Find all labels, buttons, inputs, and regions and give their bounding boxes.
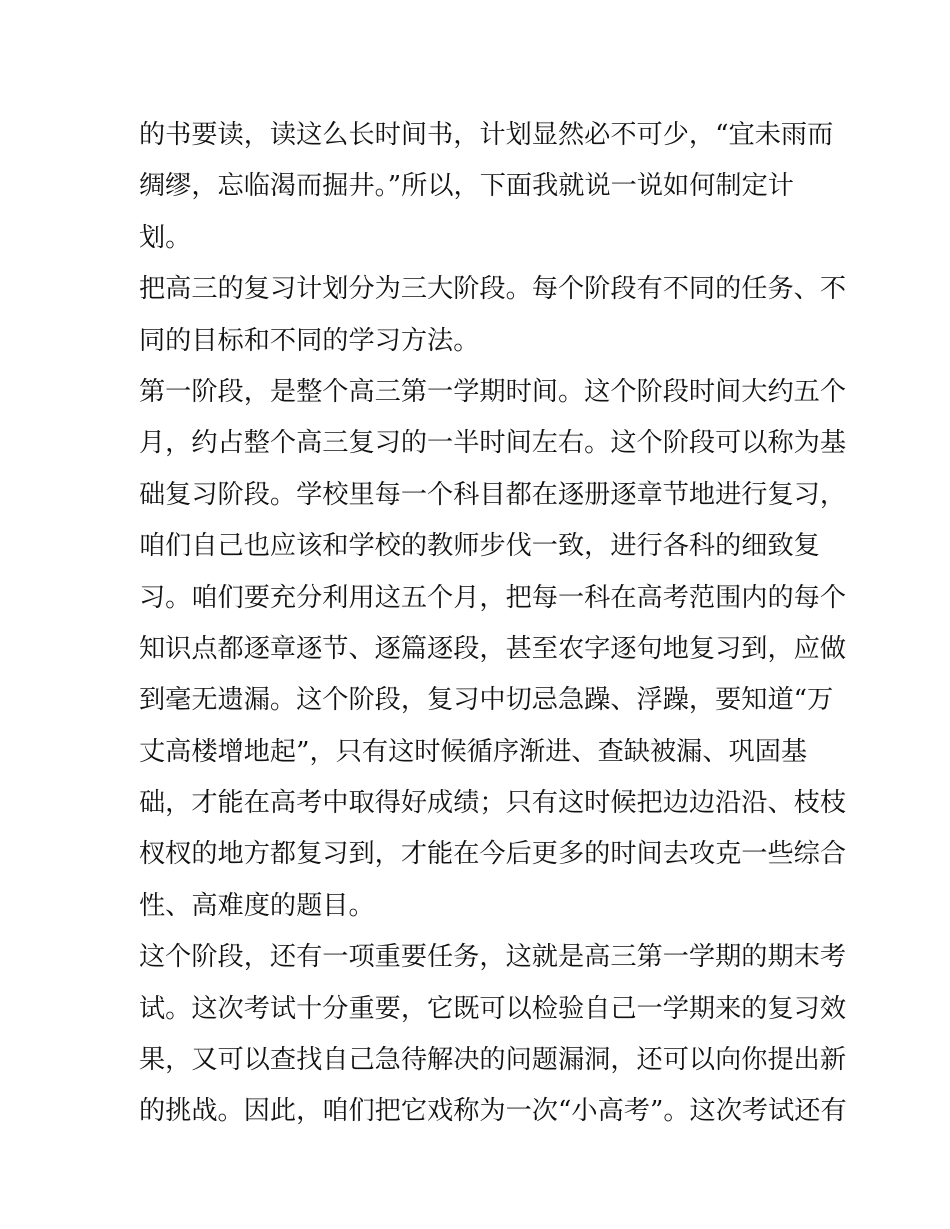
text-line: 到毫无遗漏。这个阶段，复习中切忌急躁、浮躁，要知道“万	[139, 685, 834, 716]
text-line: 第一阶段，是整个高三第一学期时间。这个阶段时间大约五个	[139, 376, 847, 407]
text-line: 划。	[139, 222, 192, 253]
text-line: 的挑战。因此，咱们把它戏称为一次“小高考”。这次考试还有	[139, 1096, 847, 1127]
text-line: 咱们自己也应该和学校的教师步伐一致，进行各科的细致复	[139, 531, 820, 562]
text-line: 同的目标和不同的学习方法。	[139, 325, 480, 356]
text-line: 的书要读，读这么长时间书，计划显然必不可少，“宜未雨而	[139, 120, 834, 150]
text-line: 丈高楼增地起”，只有这时候循序渐进、查缺被漏、巩固基	[139, 736, 808, 767]
text-line: 知识点都逐章逐节、逐篇逐段，甚至农字逐句地复习到，应做	[139, 633, 847, 664]
text-line: 性、高难度的题目。	[139, 890, 375, 921]
text-line: 这个阶段，还有一项重要任务，这就是高三第一学期的期末考	[139, 942, 847, 973]
text-line: 习。咱们要充分利用这五个月，把每一科在高考范围内的每个	[139, 582, 847, 613]
text-line: 试。这次考试十分重要，它既可以检验自己一学期来的复习效	[139, 993, 847, 1024]
text-line: 础复习阶段。学校里每一个科目都在逐册逐章节地进行复习，	[139, 479, 847, 510]
document-body	[139, 110, 847, 1138]
text-line: 月，约占整个高三复习的一半时间左右。这个阶段可以称为基	[139, 428, 847, 459]
text-line: 绸缪，忘临渴而掘井。”所以，下面我就说一说如何制定计	[139, 171, 794, 202]
text-line: 杈杈的地方都复习到，才能在今后更多的时间去攻克一些综合	[139, 839, 847, 870]
text-line: 础，才能在高考中取得好成绩；只有这时候把边边沿沿、枝枝	[139, 788, 847, 819]
text-line: 果，又可以查找自己急待解决的问题漏洞，还可以向你提出新	[139, 1045, 847, 1076]
text-line: 把高三的复习计划分为三大阶段。每个阶段有不同的任务、不	[139, 274, 847, 305]
